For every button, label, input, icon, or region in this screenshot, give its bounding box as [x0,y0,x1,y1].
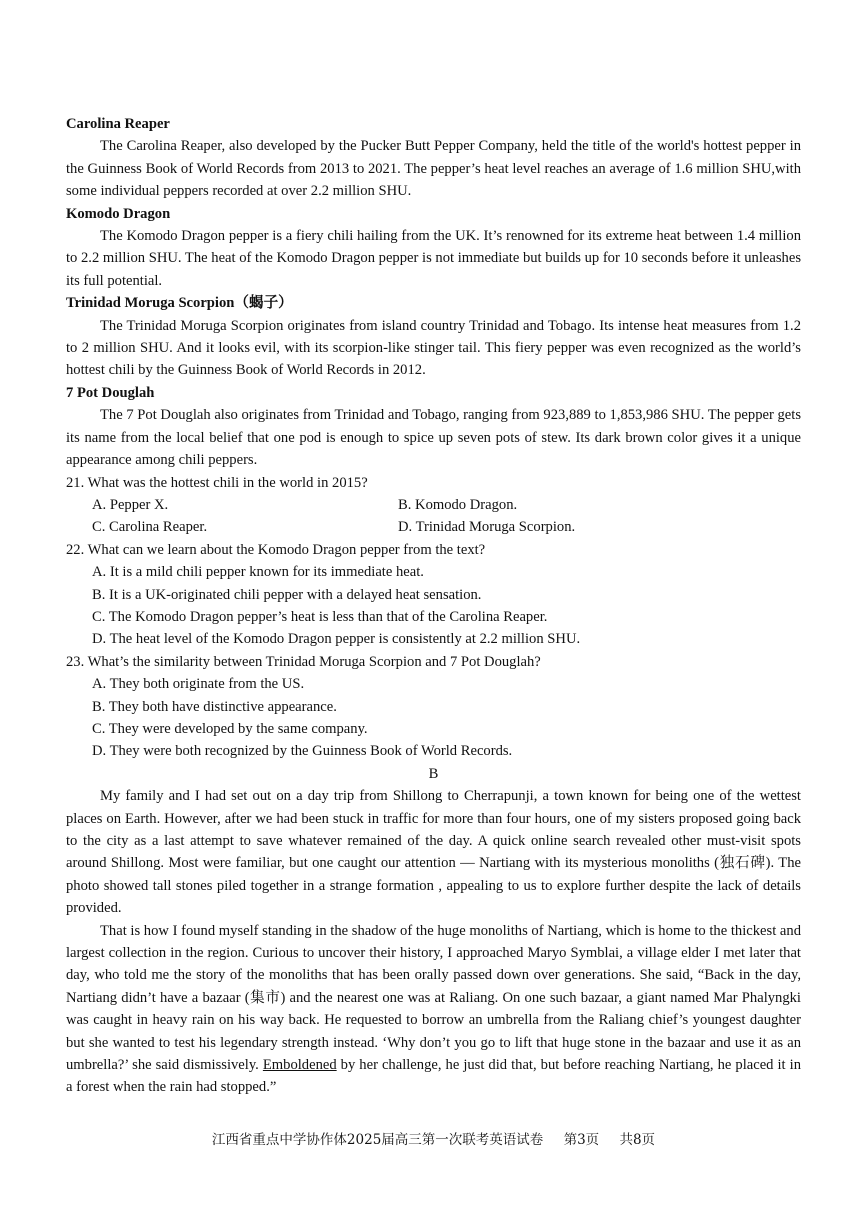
footer-page-number: 第3页 [563,1132,600,1148]
question-21-options-row-2 [66,516,801,538]
question-21-option-b: B. Komodo Dragon. [398,496,518,513]
page-footer [0,1128,867,1148]
pepper-paragraph-carolina-reaper: The Carolina Reaper, also developed by the Pucker Butt Pepper Company, held the title of the world's hottest pepper in the Guinness Book of World Records from 2013 to 2021. The pepper’s heat level reaches an average of 1.6 million SHU,with some individual peppers recorded at over 2.2 million SHU. [66,138,801,200]
question-21-options-row-1 [66,494,801,516]
pepper-heading-trinidad-moruga-scorpion: Trinidad Moruga Scorpion（蝎子） [66,295,293,312]
section-b-paragraph-2 [66,920,801,1099]
question-23-option-d: D. They were both recognized by the Guinness Book of World Records. [92,743,513,760]
pepper-paragraph-trinidad-moruga-scorpion: The Trinidad Moruga Scorpion originates from island country Trinidad and Tobago. Its intense heat measures from 1.2 to 2 million SHU. And it looks evil, with its scorpion-like stinger tail. This fiery pepper was even recognized as the world’s hottest chili by the Guinness Book of World Records in 2012. [66,317,801,379]
pepper-heading-carolina-reaper: Carolina Reaper [66,116,170,132]
question-21-stem: 21. What was the hottest chili in the world in 2015? [66,474,368,491]
question-22-option-d: D. The heat level of the Komodo Dragon pepper is consistently at 2.2 million SHU. [92,631,581,648]
footer-total-pages: 共8页 [619,1132,656,1148]
footer-exam-title: 江西省重点中学协作体2025届高三第一次联考英语试卷 [211,1132,544,1148]
question-23-option-c: C. They were developed by the same company. [92,720,368,737]
section-b-paragraph-2-start: That is how I found myself standing in the shadow of the huge monoliths of Nartiang, which is home to the thickest and largest collection in the region. Curious to uncover their history, I approached Maryo Symblai, a village elder I met later that day, who told me the story of the monoliths that has been orally passed down over generations. She said, “Back in the day, Nartiang didn’t have a bazaar (集市) and the nearest one was at Raliang. On one such bazaar, a giant named Mar Phalyngki was caught in heavy rain on his way back. He requested to borrow an umbrella from the Raliang chief’s youngest daughter but she wanted to test his legendary strength instead. ‘Why don’t you go to lift that huge stone in the bazaar and use it as an umbrella?’ she said dismissively. [66,922,801,1074]
question-23-stem: 23. What’s the similarity between Trinidad Moruga Scorpion and 7 Pot Douglah? [66,653,541,670]
question-21 [66,472,801,539]
question-22-option-a: A. It is a mild chili pepper known for its immediate heat. [92,564,424,581]
question-23 [66,651,801,763]
section-b-paragraph-2-end: by her challenge, he just did that, but before reaching Nartiang, he placed it in a forest when the rain had stopped.” [66,1057,801,1096]
section-b-label: B [428,765,439,782]
page-content [66,113,801,1099]
pepper-paragraph-komodo-dragon: The Komodo Dragon pepper is a fiery chili hailing from the UK. It’s renowned for its extreme heat between 1.4 million to 2.2 million SHU. The heat of the Komodo Dragon pepper is not immediate but builds up for 10 seconds before it unleashes its full potential. [66,228,801,289]
question-22 [66,539,801,651]
question-22-option-b: B. It is a UK-originated chili pepper with a delayed heat sensation. [92,586,482,603]
pepper-paragraph-7-pot-douglah: The 7 Pot Douglah also originates from Trinidad and Tobago, ranging from 923,889 to 1,853,986 SHU. The pepper gets its name from the local belief that one pod is enough to spice up seven pots of stew. Its dark brown color gives it a unique appearance among chili peppers. [66,407,801,469]
section-b-paragraph-1: My family and I had set out on a day trip from Shillong to Cherrapunji, a town known for being one of the wettest places on Earth. However, after we had been stuck in traffic for more than four hours, one of my sisters proposed going back to the city as a last attempt to save whatever remained of the day. A quick online search revealed other must-visit spots around Shillong. Most were familiar, but one caught our attention — Nartiang with its mysterious monoliths (独石碑). The photo showed tall stones piled together in a strange formation , appealing to us to explore further despite the lack of details provided. [66,788,801,917]
question-22-stem: 22. What can we learn about the Komodo Dragon pepper from the text? [66,541,486,558]
question-23-option-a: A. They both originate from the US. [92,676,305,693]
question-23-option-b: B. They both have distinctive appearance. [92,698,337,715]
question-21-option-c: C. Carolina Reaper. [92,519,208,536]
underlined-word-emboldened: Emboldened [262,1057,337,1074]
question-22-option-c: C. The Komodo Dragon pepper’s heat is less than that of the Carolina Reaper. [92,608,548,625]
question-21-option-d: D. Trinidad Moruga Scorpion. [398,519,576,536]
question-21-option-a: A. Pepper X. [92,496,169,513]
pepper-heading-komodo-dragon: Komodo Dragon [66,205,171,222]
pepper-heading-7-pot-douglah: 7 Pot Douglah [66,384,155,401]
